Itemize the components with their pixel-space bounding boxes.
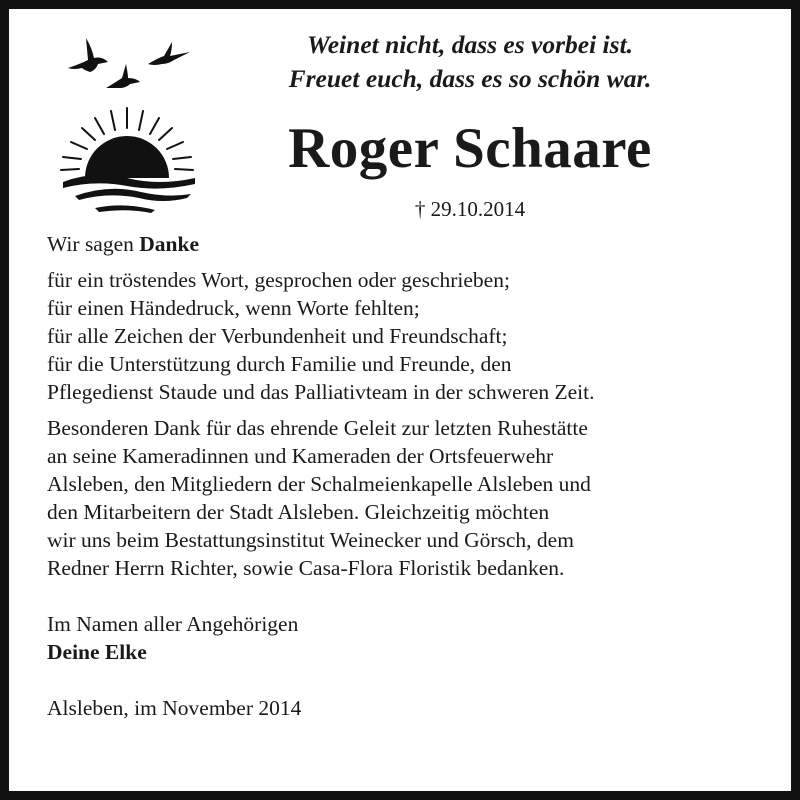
on-behalf-text: Im Namen aller Angehörigen: [47, 612, 299, 636]
thanks-list: [47, 266, 767, 406]
special-thanks-line: Redner Herrn Richter, sowie Casa-Flora Floristik bedanken.: [47, 556, 565, 580]
thanks-line: für ein tröstendes Wort, gesprochen oder geschrieben;: [47, 268, 510, 292]
memorial-quote: [230, 28, 710, 96]
special-thanks-line: wir uns beim Bestattungsinstitut Weinecker und Görsch, dem: [47, 528, 574, 552]
thanks-intro: [47, 230, 767, 258]
special-thanks-line: Besonderen Dank für das ehrende Geleit zur letzten Ruhestätte: [47, 416, 588, 440]
deceased-name: Roger Schaare: [288, 117, 652, 180]
quote-line-2: Freuet euch, dass es so schön war.: [288, 64, 652, 93]
sunset-icon: [55, 100, 200, 215]
notice-body: [47, 230, 767, 722]
thanks-line: für alle Zeichen der Verbundenheit und Freundschaft;: [47, 324, 508, 348]
thanks-intro-bold: Danke: [139, 232, 200, 256]
special-thanks-line: an seine Kameradinnen und Kameraden der Ortsfeuerwehr: [47, 444, 554, 468]
thanks-line: für einen Händedruck, wenn Worte fehlten;: [47, 296, 420, 320]
quote-line-1: Weinet nicht, dass es vorbei ist.: [306, 30, 634, 59]
thanks-line: für die Unterstützung durch Familie und Freunde, den: [47, 352, 512, 376]
signer-name-bold: Deine Elke: [47, 640, 147, 664]
thanks-intro-text: Wir sagen: [47, 232, 134, 256]
special-thanks-line: den Mitarbeitern der Stadt Alsleben. Gleichzeitig möchten: [47, 500, 550, 524]
place-date: Alsleben, im November 2014: [47, 696, 302, 720]
special-thanks: [47, 414, 767, 582]
special-thanks-line: Alsleben, den Mitgliedern der Schalmeienkapelle Alsleben und: [47, 472, 591, 496]
signer-name: [47, 638, 767, 666]
thanks-line: Pflegedienst Staude und das Palliativteam in der schweren Zeit.: [47, 380, 595, 404]
death-date: † 29.10.2014: [414, 197, 526, 221]
birds-icon: [62, 30, 202, 92]
